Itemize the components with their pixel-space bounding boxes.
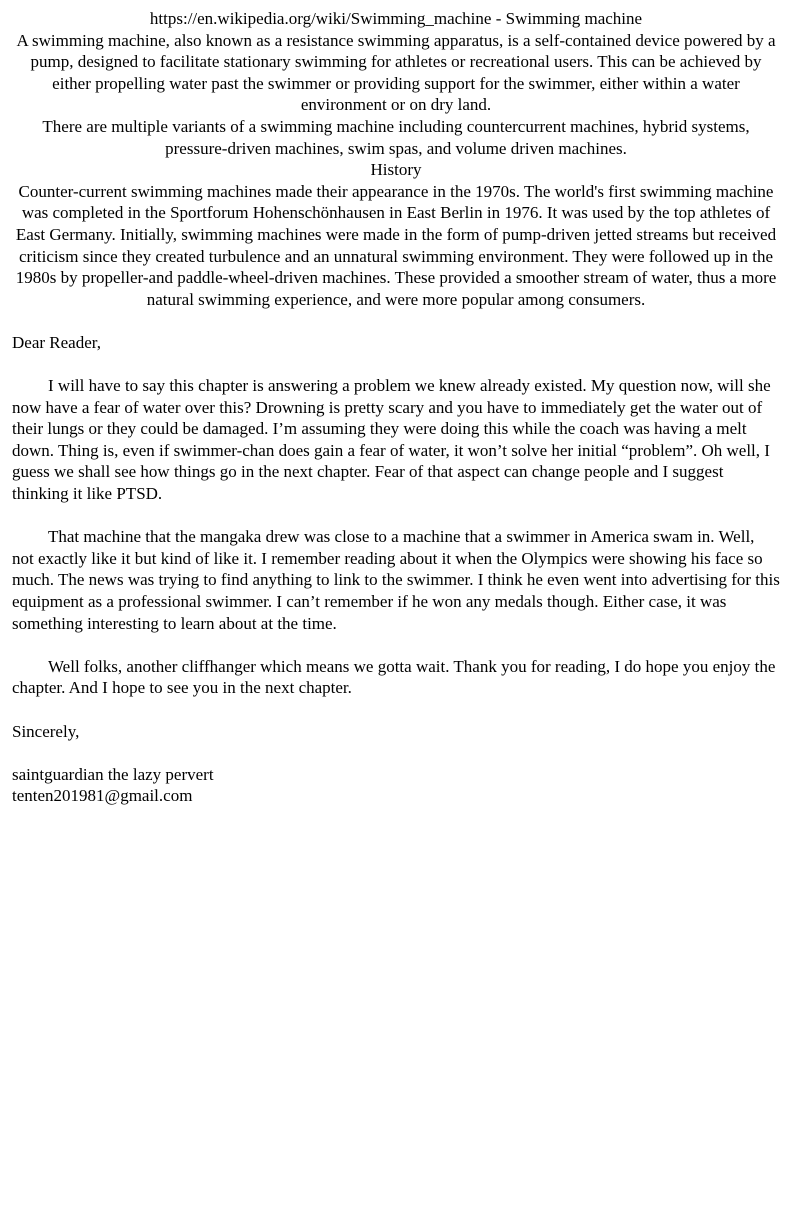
source-heading: https://en.wikipedia.org/wiki/Swimming_machine - Swimming machine [149,9,643,28]
history-paragraph: Counter-current swimming machines made their appearance in the 1970s. The world's first swimming machine was completed in the Sportforum Hohenschönhausen in East Berlin in 1976. It was used by the top athletes of East Germany. Initially, swimming machines were made in the form of pump-driven jetted streams but received criticism since they created turbulence and an unnatural swimming environment. They were followed up in the 1980s by propeller-and paddle-wheel-driven machines. These provided a smoother stream of water, thus a more natural swimming experience, and were more popular among consumers. [15,181,777,309]
letter-greeting: Dear Reader, [12,332,101,352]
letter-closing: Sincerely, [12,721,80,741]
letter-paragraph-2: That machine that the mangaka drew was close to a machine that a swimmer in America swam in. Well, not exactly like it but kind of like it. I remember reading about it when the Olympics were showing his face so much. The news was trying to find anything to link to the swimmer. I think he even went into advertising for this equipment as a professional swimmer. I can’t remember if he won any medals though. Either case, it was something interesting to learn about at the time. [12,527,780,633]
source-paragraph-1: A swimming machine, also known as a resistance swimming apparatus, is a self-contained device powered by a pump, designed to facilitate stationary swimming for athletes or recreational users. This can be achieved by either propelling water past the swimmer or providing support for the swimmer, either within a water environment or on dry land. [16,30,776,115]
signature-email: tenten201981@gmail.com [12,786,193,806]
letter [12,332,780,807]
letter-paragraph-3: Well folks, another cliffhanger which means we gotta wait. Thank you for reading, I do hope you enjoy the chapter. And I hope to see you in the next chapter. [12,656,776,698]
source-paragraph-2: There are multiple variants of a swimming machine including countercurrent machines, hybrid systems, pressure-driven machines, swim spas, and volume driven machines. [42,116,750,158]
signature-name: saintguardian the lazy pervert [12,764,214,784]
source-excerpt [12,8,780,310]
letter-paragraph-1: I will have to say this chapter is answering a problem we knew already existed. My question now, will she now have a fear of water over this? Drowning is pretty scary and you have to immediately get the water out of their lungs or they could be damaged. I’m assuming they were doing this while the coach was having a melt down. Thing is, even if swimmer-chan does gain a fear of water, it won’t solve her initial “problem”. Oh well, I guess we shall see how things go in the next chapter. Fear of that aspect can change people and I suggest thinking it like PTSD. [12,376,771,504]
history-heading: History [370,160,422,180]
